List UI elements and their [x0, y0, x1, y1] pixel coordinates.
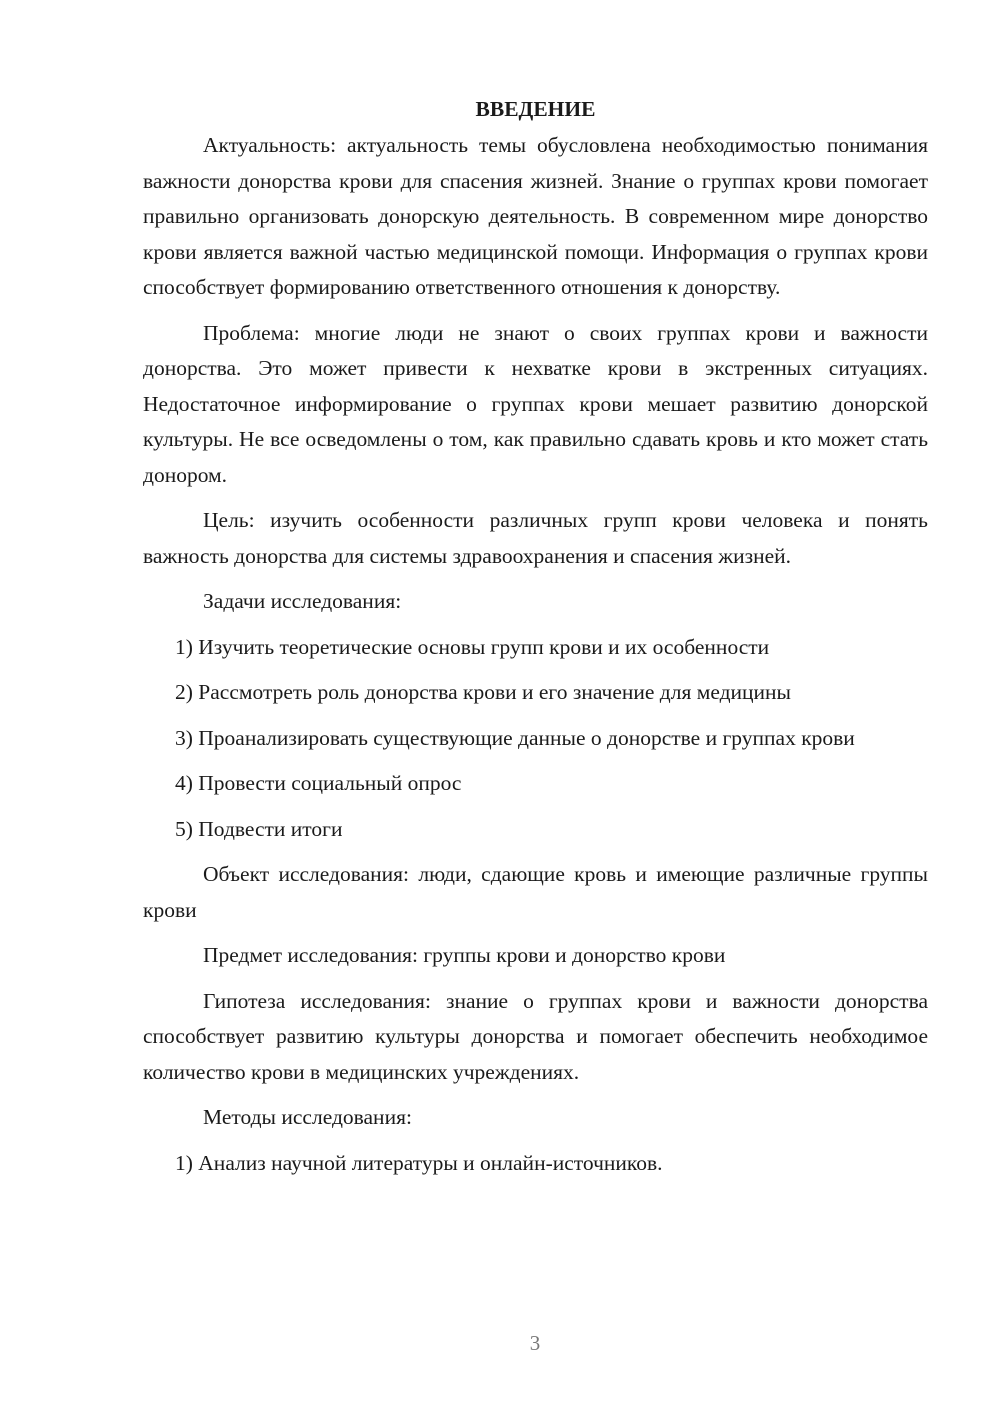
- goal-paragraph: Цель: изучить особенности различных групп крови человека и понять важность донорства для системы здравоохранения и спасения жизней.: [143, 508, 928, 568]
- method-item: 1) Анализ научной литературы и онлайн-источников.: [175, 1150, 663, 1175]
- task-item: 4) Провести социальный опрос: [175, 771, 462, 795]
- task-item: 1) Изучить теоретические основы групп крови и их особенности: [175, 634, 770, 659]
- task-item: 3) Проанализировать существующие данные о донорстве и группах крови: [175, 725, 855, 750]
- methods-heading: Методы исследования:: [203, 1105, 412, 1129]
- task-item: 2) Рассмотреть роль донорства крови и его значение для медицины: [175, 680, 791, 704]
- tasks-heading: Задачи исследования:: [203, 589, 402, 613]
- page-number: 3: [529, 1331, 541, 1355]
- problem-paragraph: Проблема: многие люди не знают о своих группах крови и важности донорства. Это может привести к нехватке крови в экстренных ситуациях. Недостаточное информирование о группах крови мешает развитию донорской культуры. Не все осведомлены о том, как правильно сдавать кровь и кто может стать донором.: [143, 320, 928, 487]
- object-paragraph: Объект исследования: люди, сдающие кровь и имеющие различные группы крови: [143, 862, 928, 922]
- task-item: 5) Подвести итоги: [175, 816, 343, 841]
- hypothesis-paragraph: Гипотеза исследования: знание о группах крови и важности донорства способствует развитию культуры донорства и помогает обеспечить необходимое количество крови в медицинских учреждениях.: [143, 988, 928, 1084]
- page-title: ВВЕДЕНИЕ: [475, 97, 596, 121]
- relevance-paragraph: Актуальность: актуальность темы обусловлена необходимостью понимания важности донорства крови для спасения жизней. Знание о группах крови помогает правильно организовать донорскую деятельность. В современном мире донорство крови является важной частью медицинской помощи. Информация о группах крови способствует формированию ответственного отношения к донорству.: [143, 133, 928, 299]
- document-page: [143, 92, 928, 1181]
- subject-paragraph: Предмет исследования: группы крови и донорство крови: [203, 943, 726, 967]
